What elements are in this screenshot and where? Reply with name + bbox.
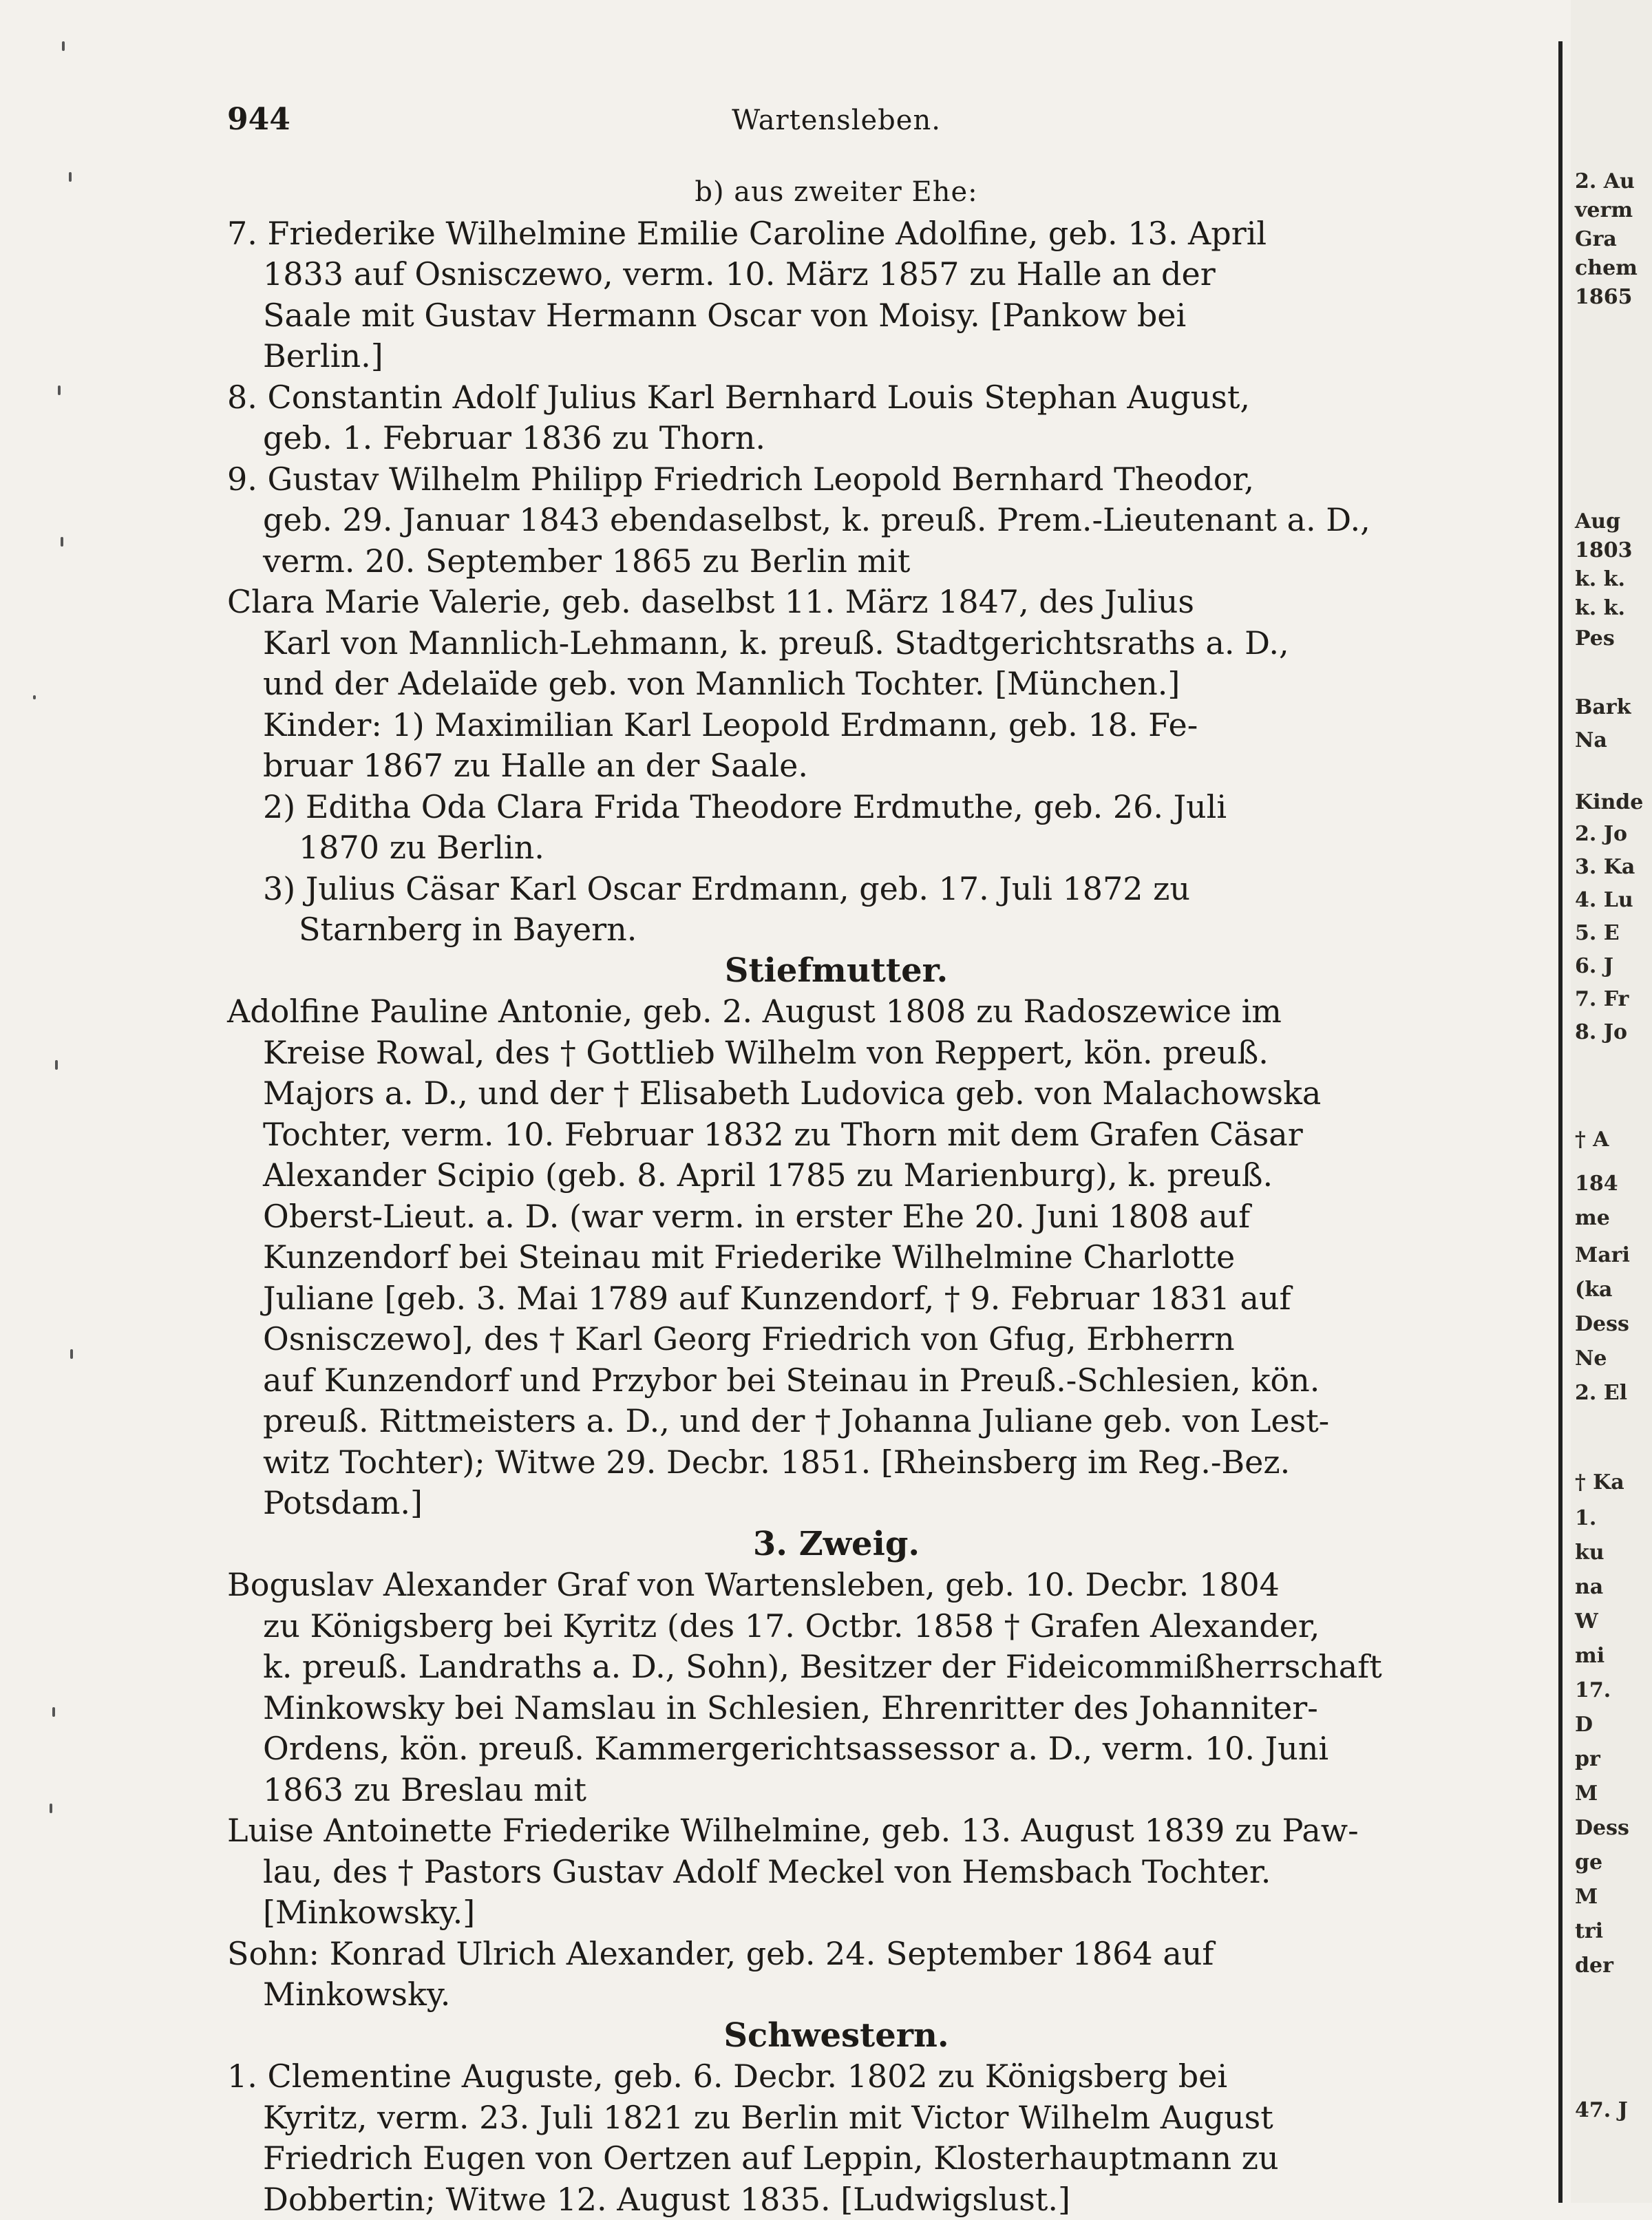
entry-line: Dobbertin; Witwe 12. August 1835. [Ludwigslust.] [227, 2179, 1446, 2220]
adjacent-fragment: Pes [1575, 628, 1615, 650]
adjacent-fragment: 184 [1575, 1173, 1618, 1195]
adjacent-fragment: Ne [1575, 1348, 1607, 1370]
adjacent-fragment: Gra [1575, 229, 1617, 251]
entry-line: Kreise Rowal, des † Gottlieb Wilhelm von Reppert, kön. preuß. [227, 1033, 1446, 1074]
adjacent-fragment: ge [1575, 1852, 1602, 1874]
adjacent-fragment: Mari [1575, 1245, 1630, 1267]
section-heading: Schwestern. [227, 2016, 1446, 2057]
adjacent-fragment: 5. E [1575, 922, 1620, 944]
adjacent-fragment: 8. Jo [1575, 1022, 1627, 1044]
entry-line: Potsdam.] [227, 1483, 1446, 1524]
adjacent-fragment: † Ka [1575, 1472, 1624, 1494]
page-header [227, 102, 1446, 143]
adjacent-fragment: 3. Ka [1575, 856, 1635, 878]
entry-line: 1833 auf Osnisczewo, verm. 10. März 1857 zu Halle an der [227, 254, 1446, 295]
adjacent-fragment: pr [1575, 1748, 1600, 1770]
adjacent-fragment: Aug [1575, 511, 1620, 533]
entry-line: 2) Editha Oda Clara Frida Theodore Erdmuthe, geb. 26. Juli [227, 787, 1446, 828]
adjacent-fragment: verm [1575, 200, 1633, 222]
adjacent-fragment: 7. Fr [1575, 989, 1629, 1011]
adjacent-fragment: W [1575, 1611, 1598, 1633]
adjacent-fragment: mi [1575, 1645, 1605, 1667]
adjacent-fragment: k. k. [1575, 598, 1625, 620]
adjacent-fragment: 1. [1575, 1508, 1596, 1530]
adjacent-fragment: 17. [1575, 1680, 1611, 1702]
entry-line: Boguslav Alexander Graf von Wartensleben, geb. 10. Decbr. 1804 [227, 1565, 1446, 1606]
running-head: Wartensleben. [227, 105, 1446, 136]
entry-line: lau, des † Pastors Gustav Adolf Meckel von Hemsbach Tochter. [227, 1852, 1446, 1893]
entry-line: zu Königsberg bei Kyritz (des 17. Octbr. 1858 † Grafen Alexander, [227, 1606, 1446, 1647]
adjacent-fragment: Bark [1575, 697, 1631, 719]
entry-line: 1863 zu Breslau mit [227, 1770, 1446, 1811]
adjacent-fragment: 2. Jo [1575, 823, 1627, 845]
entry-line: Osnisczewo], des † Karl Georg Friedrich von Gfug, Erbherrn [227, 1319, 1446, 1360]
left-margin-specks [28, 0, 83, 2203]
adjacent-fragment: chem [1575, 257, 1638, 279]
entry-line: Minkowsky bei Namslau in Schlesien, Ehrenritter des Johanniter- [227, 1688, 1446, 1729]
adjacent-fragment: Na [1575, 730, 1607, 752]
entry-line: Kinder: 1) Maximilian Karl Leopold Erdmann, geb. 18. Fe- [227, 705, 1446, 746]
entry-line: Berlin.] [227, 336, 1446, 377]
entry-line: und der Adelaïde geb. von Mannlich Tochter. [München.] [227, 664, 1446, 705]
adjacent-fragment: M [1575, 1886, 1598, 1908]
entry-line: Minkowsky. [227, 1974, 1446, 2016]
entry-line: Ordens, kön. preuß. Kammergerichtsassessor a. D., verm. 10. Juni [227, 1729, 1446, 1770]
adjacent-fragment: na [1575, 1576, 1603, 1598]
entry-line: Sohn: Konrad Ulrich Alexander, geb. 24. September 1864 auf [227, 1934, 1446, 1975]
adjacent-fragment: Dess [1575, 1313, 1629, 1335]
entry-line: Majors a. D., und der † Elisabeth Ludovica geb. von Malachowska [227, 1073, 1446, 1114]
adjacent-fragment: 6. J [1575, 955, 1613, 977]
adjacent-fragment: (ka [1575, 1279, 1612, 1301]
adjacent-page-strip [1571, 0, 1652, 2203]
entry-line: [Minkowsky.] [227, 1892, 1446, 1934]
adjacent-fragment: der [1575, 1955, 1613, 1977]
entry-line: Tochter, verm. 10. Februar 1832 zu Thorn mit dem Grafen Cäsar [227, 1114, 1446, 1156]
entry-line: 1. Clementine Auguste, geb. 6. Decbr. 1802 zu Königsberg bei [227, 2056, 1446, 2097]
entry-line: verm. 20. September 1865 zu Berlin mit [227, 541, 1446, 582]
entry-line: Kunzendorf bei Steinau mit Friederike Wilhelmine Charlotte [227, 1237, 1446, 1278]
adjacent-fragment: Dess [1575, 1817, 1629, 1839]
entry-line: geb. 29. Januar 1843 ebendaselbst, k. preuß. Prem.-Lieutenant a. D., [227, 500, 1446, 541]
adjacent-fragment: ku [1575, 1542, 1605, 1564]
adjacent-fragment: 1803 [1575, 540, 1633, 562]
adjacent-fragment: 1865 [1575, 286, 1633, 308]
entry-line: 1870 zu Berlin. [227, 827, 1446, 869]
adjacent-fragment: Kinde [1575, 792, 1643, 814]
entry-line: 7. Friederike Wilhelmine Emilie Caroline Adolfine, geb. 13. April [227, 213, 1446, 255]
entry-line: geb. 1. Februar 1836 zu Thorn. [227, 418, 1446, 459]
entry-line: 3) Julius Cäsar Karl Oscar Erdmann, geb. 17. Juli 1872 zu [227, 869, 1446, 910]
page-body [227, 172, 1446, 2220]
entry-line: 9. Gustav Wilhelm Philipp Friedrich Leopold Bernhard Theodor, [227, 459, 1446, 500]
adjacent-fragment: 47. J [1575, 2100, 1628, 2122]
entry-line: Luise Antoinette Friederike Wilhelmine, geb. 13. August 1839 zu Paw- [227, 1810, 1446, 1852]
entry-line: preuß. Rittmeisters a. D., und der † Johanna Juliane geb. von Lest- [227, 1401, 1446, 1442]
page-number: 944 [227, 102, 290, 137]
entry-line: k. preuß. Landraths a. D., Sohn), Besitzer der Fideicommißherrschaft [227, 1647, 1446, 1688]
entry-line: bruar 1867 zu Halle an der Saale. [227, 746, 1446, 787]
entry-line: Starnberg in Bayern. [227, 909, 1446, 951]
adjacent-fragment: M [1575, 1783, 1598, 1805]
adjacent-fragment: 2. El [1575, 1382, 1627, 1404]
entry-line: Kyritz, verm. 23. Juli 1821 zu Berlin mit Victor Wilhelm August [227, 2097, 1446, 2139]
entry-line: Karl von Mannlich-Lehmann, k. preuß. Stadtgerichtsraths a. D., [227, 623, 1446, 664]
adjacent-fragment: me [1575, 1207, 1610, 1229]
entry-line: Saale mit Gustav Hermann Oscar von Moisy. [Pankow bei [227, 295, 1446, 337]
entry-line: auf Kunzendorf und Przybor bei Steinau in Preuß.-Schlesien, kön. [227, 1360, 1446, 1402]
entry-line: Alexander Scipio (geb. 8. April 1785 zu Marienburg), k. preuß. [227, 1155, 1446, 1196]
entry-line: witz Tochter); Witwe 29. Decbr. 1851. [Rheinsberg im Reg.-Bez. [227, 1442, 1446, 1483]
adjacent-fragment: tri [1575, 1921, 1603, 1943]
section-heading: 3. Zweig. [227, 1524, 1446, 1565]
entry-line: Adolfine Pauline Antonie, geb. 2. August 1808 zu Radoszewice im [227, 991, 1446, 1033]
adjacent-fragment: k. k. [1575, 569, 1625, 591]
subsection-label: b) aus zweiter Ehe: [227, 172, 1446, 213]
adjacent-fragment: † A [1575, 1129, 1609, 1151]
adjacent-fragment: D [1575, 1714, 1593, 1736]
adjacent-fragment: 2. Au [1575, 171, 1635, 193]
entry-line: 8. Constantin Adolf Julius Karl Bernhard Louis Stephan August, [227, 377, 1446, 419]
entry-line: Juliane [geb. 3. Mai 1789 auf Kunzendorf, † 9. Februar 1831 auf [227, 1278, 1446, 1320]
entry-line: Clara Marie Valerie, geb. daselbst 11. März 1847, des Julius [227, 582, 1446, 623]
adjacent-fragment: 4. Lu [1575, 889, 1633, 911]
entry-line: Friedrich Eugen von Oertzen auf Leppin, Klosterhauptmann zu [227, 2138, 1446, 2179]
entry-line: Oberst-Lieut. a. D. (war verm. in erster Ehe 20. Juni 1808 auf [227, 1196, 1446, 1238]
section-heading: Stiefmutter. [227, 951, 1446, 992]
page-gutter [1558, 41, 1563, 2203]
